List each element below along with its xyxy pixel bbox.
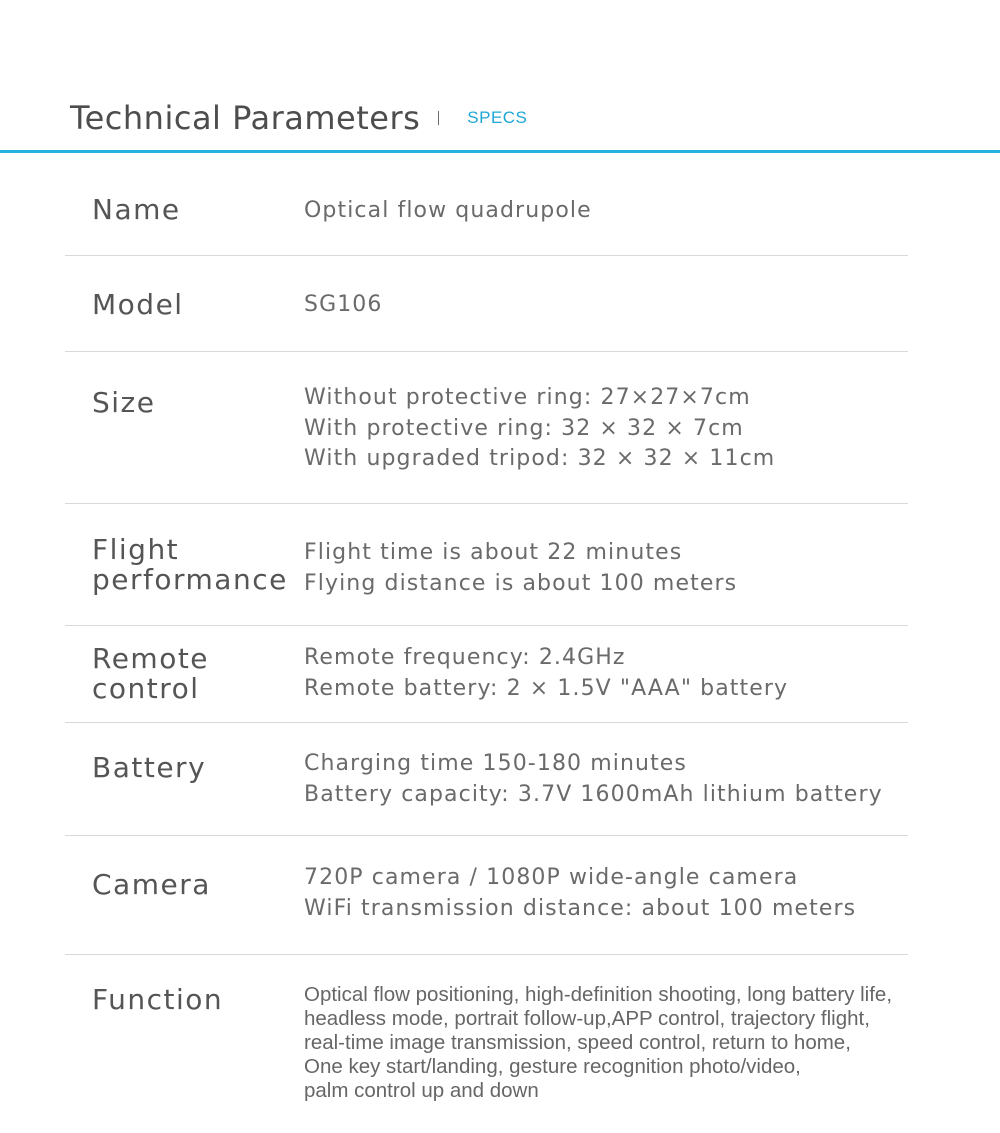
spec-value-line: Battery capacity: 3.7V 1600mAh lithium battery [304, 781, 883, 807]
spec-value-function [304, 983, 964, 1103]
spec-label-size: Size [92, 386, 156, 419]
spec-value-line: WiFi transmission distance: about 100 meters [304, 895, 857, 921]
spec-label-flight-performance: Flight performance [92, 533, 288, 596]
spec-value-line: headless mode, portrait follow-up,APP control, trajectory flight, [304, 1007, 870, 1030]
spec-value-line: Optical flow quadrupole [304, 198, 592, 223]
spec-label-remote-control: Remote control [92, 642, 210, 705]
spec-label-name: Name [92, 193, 181, 226]
spec-value-line: Flight time is about 22 minutes [304, 540, 683, 565]
row-divider [65, 255, 908, 256]
spec-value-line: Charging time 150-180 minutes [304, 751, 687, 776]
spec-value-line: Flying distance is about 100 meters [304, 570, 738, 596]
spec-value-flight-performance [304, 538, 964, 599]
spec-value-battery [304, 749, 964, 810]
spec-value-size [304, 383, 964, 475]
page-title: Technical Parameters [70, 99, 421, 137]
spec-value-remote-control [304, 643, 964, 704]
spec-value-line: Without protective ring: 27×27×7cm [304, 385, 751, 410]
spec-value-line: One key start/landing, gesture recognition photo/video, [304, 1055, 801, 1078]
row-divider [65, 351, 908, 352]
row-divider [65, 722, 908, 723]
spec-value-line: Optical flow positioning, high-definition shooting, long battery life, [304, 983, 893, 1006]
row-divider [65, 835, 908, 836]
spec-value-line: With upgraded tripod: 32 × 32 × 11cm [304, 446, 776, 471]
section-header [70, 96, 527, 140]
spec-label-battery: Battery [92, 751, 207, 784]
row-divider [65, 954, 908, 955]
spec-value-line: palm control up and down [304, 1079, 539, 1102]
spec-label-function: Function [92, 983, 224, 1016]
spec-value-line: 720P camera / 1080P wide-angle camera [304, 865, 799, 890]
spec-label-model: Model [92, 288, 184, 321]
spec-value-line: real-time image transmission, speed control, return to home, [304, 1031, 851, 1054]
header-underline [0, 150, 1000, 153]
spec-value-name [304, 196, 964, 227]
row-divider [65, 503, 908, 504]
row-divider [65, 625, 908, 626]
spec-value-line: SG106 [304, 292, 383, 317]
spec-value-camera [304, 863, 964, 924]
spec-value-line: Remote frequency: 2.4GHz [304, 645, 626, 670]
spec-value-line: Remote battery: 2 × 1.5V "AAA" battery [304, 675, 789, 701]
page-subtitle: SPECS [467, 108, 528, 127]
spec-value-line: With protective ring: 32 × 32 × 7cm [304, 415, 744, 441]
spec-label-camera: Camera [92, 868, 211, 901]
spec-value-model [304, 290, 964, 321]
header-separator [438, 111, 439, 125]
